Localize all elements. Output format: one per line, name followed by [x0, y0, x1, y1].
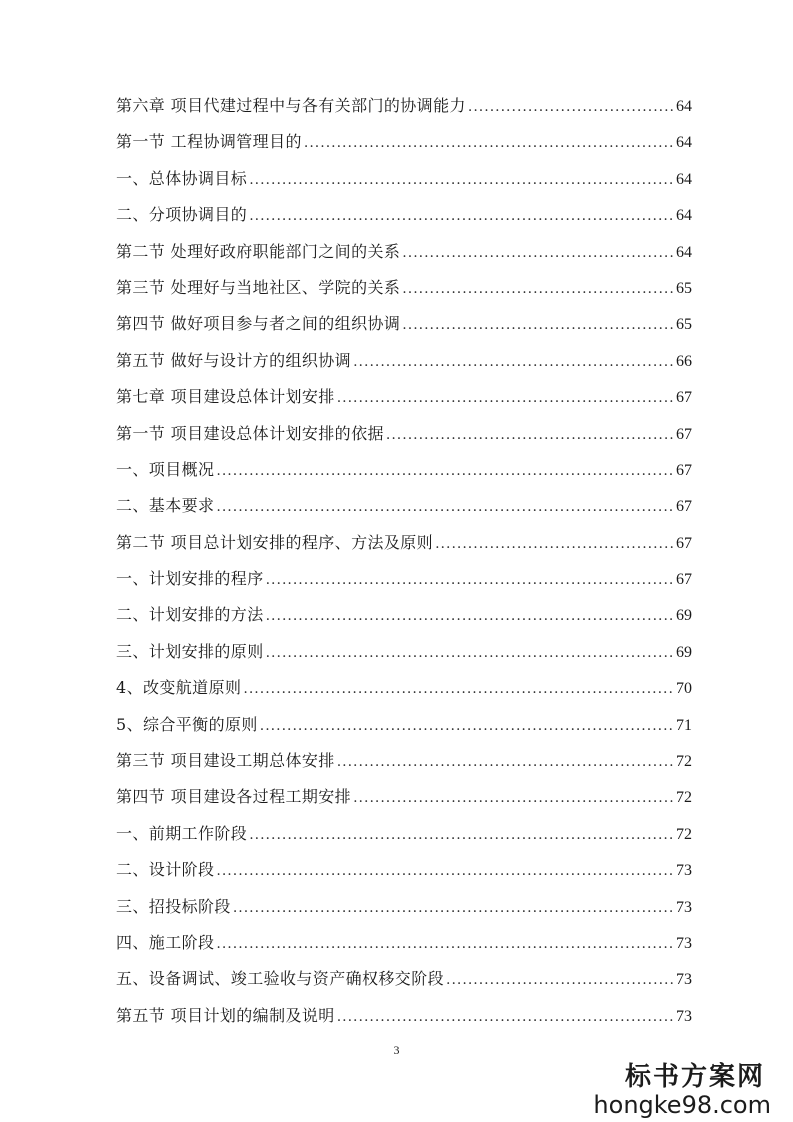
toc-dot-leader	[266, 635, 674, 671]
toc-entry-page: 71	[676, 716, 692, 734]
toc-entry[interactable]	[116, 197, 692, 233]
table-of-contents	[116, 88, 692, 1034]
toc-entry[interactable]	[116, 670, 692, 706]
toc-entry-title: 第二节 项目总计划安排的程序、方法及原则	[116, 532, 434, 552]
toc-entry-page: 73	[676, 862, 692, 880]
toc-entry[interactable]	[116, 998, 692, 1034]
toc-dot-leader	[304, 125, 674, 161]
toc-entry[interactable]	[116, 707, 692, 743]
toc-entry-page: 70	[676, 680, 692, 698]
toc-entry[interactable]	[116, 416, 692, 452]
toc-entry-title: 二、基本要求	[116, 496, 215, 516]
toc-dot-leader	[249, 162, 674, 198]
toc-entry-title: 第五节 做好与设计方的组织协调	[116, 350, 352, 370]
toc-entry-title: 第五节 项目计划的编制及说明	[116, 1005, 335, 1025]
toc-entry-title: 四、施工阶段	[116, 932, 215, 952]
toc-dot-leader	[402, 235, 674, 271]
toc-entry-page: 64	[676, 243, 692, 261]
toc-entry-title: 一、前期工作阶段	[116, 823, 248, 843]
toc-entry-page: 64	[676, 98, 692, 115]
toc-entry-page: 65	[676, 279, 692, 297]
toc-dot-leader	[402, 307, 674, 343]
toc-entry-page: 73	[676, 898, 692, 916]
toc-entry[interactable]	[116, 852, 692, 888]
toc-entry[interactable]	[116, 306, 692, 342]
toc-entry-page: 64	[676, 170, 692, 188]
toc-dot-leader	[233, 890, 674, 926]
toc-entry[interactable]	[116, 816, 692, 852]
toc-entry-title: 第一节 工程协调管理目的	[116, 132, 302, 152]
toc-dot-leader	[216, 926, 674, 962]
toc-entry[interactable]	[116, 779, 692, 815]
toc-dot-leader	[435, 526, 674, 562]
toc-dot-leader	[386, 417, 674, 453]
toc-dot-leader	[266, 598, 674, 634]
toc-entry-title: 第四节 项目建设各过程工期安排	[116, 787, 352, 807]
toc-entry[interactable]	[116, 597, 692, 633]
toc-dot-leader	[260, 708, 674, 744]
toc-entry-page: 72	[676, 825, 692, 843]
toc-entry-page: 67	[676, 461, 692, 479]
toc-dot-leader	[446, 962, 674, 998]
toc-entry-title: 二、分项协调目的	[116, 205, 248, 225]
toc-dot-leader	[216, 489, 674, 525]
toc-dot-leader	[266, 562, 674, 598]
page-number: 3	[393, 1043, 400, 1057]
toc-dot-leader	[249, 198, 674, 234]
watermark-logo	[593, 1062, 771, 1118]
watermark-name: 标书方案网	[624, 1062, 765, 1092]
toc-dot-leader	[337, 380, 674, 416]
toc-entry-page: 69	[676, 607, 692, 625]
toc-dot-leader	[337, 999, 674, 1035]
toc-entry-page: 67	[676, 534, 692, 552]
toc-entry-page: 65	[676, 316, 692, 334]
toc-dot-leader	[337, 744, 674, 780]
toc-entry-title: 一、项目概况	[116, 459, 215, 479]
toc-entry-title: 三、招投标阶段	[116, 896, 231, 916]
toc-entry-title: 4、改变航道原则	[116, 678, 242, 698]
toc-entry-page: 73	[676, 971, 692, 989]
toc-entry-title: 一、计划安排的程序	[116, 569, 264, 589]
toc-entry-page: 67	[676, 571, 692, 589]
toc-entry-title: 第二节 处理好政府职能部门之间的关系	[116, 241, 401, 261]
toc-entry-title: 二、计划安排的方法	[116, 605, 264, 625]
toc-entry-title: 第六章 项目代建过程中与各有关部门的协调能力	[116, 96, 466, 115]
toc-entry-title: 第三节 处理好与当地社区、学院的关系	[116, 277, 401, 297]
toc-dot-leader	[353, 344, 674, 380]
toc-entry[interactable]	[116, 234, 692, 270]
toc-entry[interactable]	[116, 88, 692, 124]
toc-dot-leader	[468, 89, 674, 125]
toc-entry[interactable]	[116, 525, 692, 561]
toc-entry-page: 67	[676, 425, 692, 443]
toc-entry[interactable]	[116, 961, 692, 997]
toc-entry-title: 第一节 项目建设总体计划安排的依据	[116, 423, 384, 443]
toc-entry[interactable]	[116, 561, 692, 597]
toc-entry-title: 第七章 项目建设总体计划安排	[116, 387, 335, 407]
toc-entry[interactable]	[116, 743, 692, 779]
toc-entry[interactable]	[116, 161, 692, 197]
toc-entry[interactable]	[116, 379, 692, 415]
toc-entry[interactable]	[116, 634, 692, 670]
toc-entry[interactable]	[116, 270, 692, 306]
toc-entry-page: 73	[676, 1007, 692, 1025]
toc-entry-page: 67	[676, 389, 692, 407]
toc-entry-page: 64	[676, 207, 692, 225]
toc-entry[interactable]	[116, 889, 692, 925]
toc-entry-page: 72	[676, 753, 692, 771]
toc-entry[interactable]	[116, 488, 692, 524]
toc-entry-page: 72	[676, 789, 692, 807]
toc-entry-page: 67	[676, 498, 692, 516]
toc-entry-title: 五、设备调试、竣工验收与资产确权移交阶段	[116, 969, 445, 989]
toc-entry[interactable]	[116, 452, 692, 488]
toc-dot-leader	[249, 817, 674, 853]
toc-dot-leader	[243, 671, 674, 707]
toc-dot-leader	[353, 780, 674, 816]
toc-entry-title: 5、综合平衡的原则	[116, 714, 258, 734]
toc-entry-title: 第三节 项目建设工期总体安排	[116, 751, 335, 771]
toc-entry-page: 66	[676, 352, 692, 370]
toc-entry-title: 二、设计阶段	[116, 860, 215, 880]
watermark-url: hongke98.com	[593, 1091, 771, 1119]
toc-entry-title: 三、计划安排的原则	[116, 641, 264, 661]
toc-entry-title: 第四节 做好项目参与者之间的组织协调	[116, 314, 401, 334]
toc-entry-title: 一、总体协调目标	[116, 168, 248, 188]
toc-entry[interactable]	[116, 925, 692, 961]
toc-dot-leader	[216, 453, 674, 489]
toc-entry-page: 69	[676, 643, 692, 661]
toc-entry-page: 73	[676, 934, 692, 952]
toc-entry[interactable]	[116, 343, 692, 379]
toc-dot-leader	[402, 271, 674, 307]
toc-entry-page: 64	[676, 134, 692, 152]
toc-dot-leader	[216, 853, 674, 889]
toc-entry[interactable]	[116, 124, 692, 160]
